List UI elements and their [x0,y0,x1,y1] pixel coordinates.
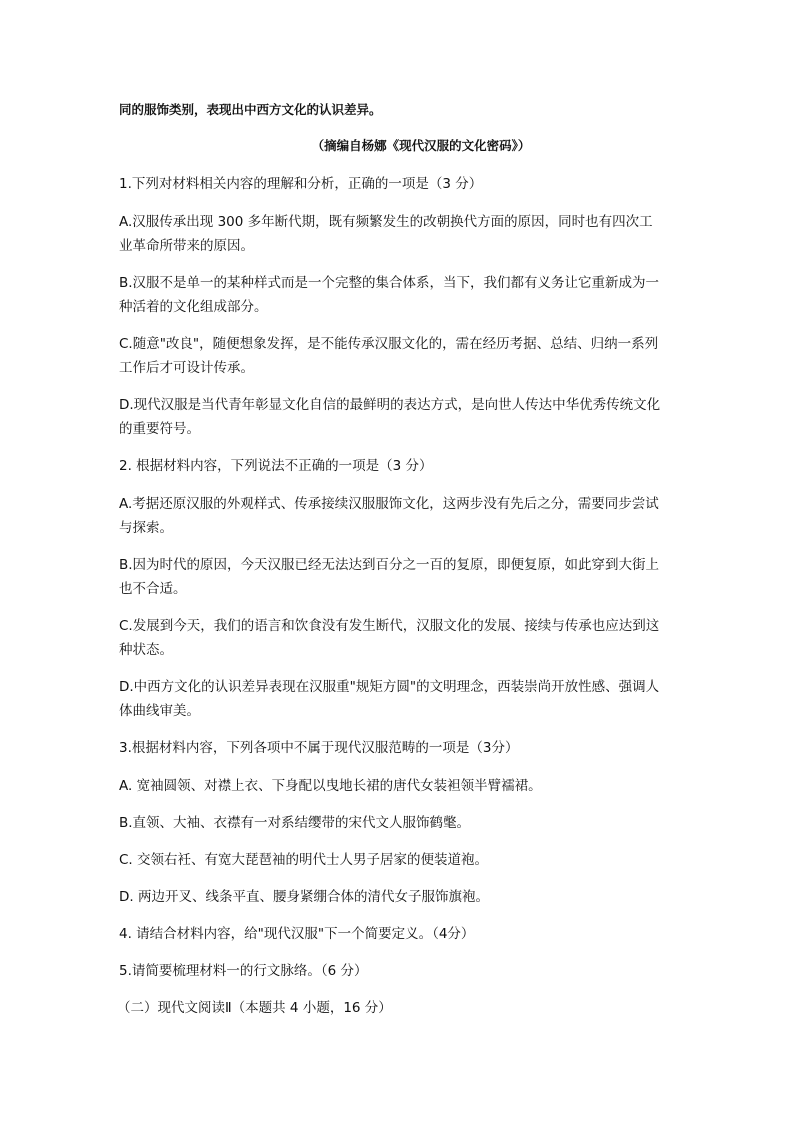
question-3-option-d: D. 两边开叉、线条平直、腰身紧绷合体的清代女子服饰旗袍。 [119,889,489,905]
question-2-option-b-line-2: 也不合适。 [119,581,187,597]
question-1-stem: 1.下列对材料相关内容的理解和分析，正确的一项是（3 分） [119,176,483,192]
question-4-stem: 4. 请结合材料内容，给"现代汉服"下一个简要定义。（4分） [119,926,475,942]
question-2-stem: 2. 根据材料内容，下列说法不正确的一项是（3 分） [119,458,433,474]
question-5-stem: 5.请简要梳理材料一的行文脉络。（6 分） [119,963,368,979]
question-2-option-d-line-1: D.中西方文化的认识差异表现在汉服重"规矩方圆"的文明理念，西装崇尚开放性感、强调人 [119,679,660,695]
question-2-option-a-line-2: 与探索。 [119,520,173,536]
question-1-option-a-line-2: 业革命所带来的原因。 [119,238,254,254]
question-3-option-a: A. 宽袖圆领、对襟上衣、下身配以曳地长裙的唐代女装袒领半臂襦裙。 [119,778,542,794]
question-3-option-c: C. 交领右衽、有宽大琵琶袖的明代士人男子居家的便装道袍。 [119,852,489,868]
question-3-stem: 3.根据材料内容，下列各项中不属于现代汉服范畴的一项是（3分） [119,740,519,756]
intro-tail-text: 同的服饰类别，表现出中西方文化的认识差异。 [119,102,382,117]
question-2-option-d-line-2: 体曲线审美。 [119,703,200,719]
question-1-option-c-line-2: 工作后才可设计传承。 [119,360,254,376]
question-1-option-c-line-1: C.随意"改良"，随便想象发挥，是不能传承汉服文化的，需在经历考据、总结、归纳一系列 [119,336,659,352]
question-1-option-a-line-1: A.汉服传承出现 300 多年断代期，既有频繁发生的改朝换代方面的原因，同时也有四次工 [119,214,653,230]
section-heading: （二）现代文阅读Ⅱ（本题共 4 小题，16 分） [117,1000,392,1016]
question-1-option-b-line-1: B.汉服不是单一的某种样式而是一个完整的集合体系，当下，我们都有义务让它重新成为一 [119,275,660,291]
question-2-option-a-line-1: A.考据还原汉服的外观样式、传承接续汉服服饰文化，这两步没有先后之分，需要同步尝试 [119,496,659,512]
question-2-option-c-line-1: C.发展到今天，我们的语言和饮食没有发生断代，汉服文化的发展、接续与传承也应达到这 [119,618,660,634]
question-1-option-d-line-1: D.现代汉服是当代青年彰显文化自信的最鲜明的表达方式，是向世人传达中华优秀传统文化 [119,397,661,413]
question-1-option-b-line-2: 种活着的文化组成部分。 [119,299,268,315]
question-1-option-d-line-2: 的重要符号。 [119,421,200,437]
source-citation: （摘编自杨娜《现代汉服的文化密码》） [311,138,531,153]
question-3-option-b: B.直领、大袖、衣襟有一对系结缨带的宋代文人服饰鹤氅。 [119,815,471,831]
question-2-option-c-line-2: 种状态。 [119,642,173,658]
question-2-option-b-line-1: B.因为时代的原因，今天汉服已经无法达到百分之一百的复原，即便复原，如此穿到大街上 [119,557,660,573]
